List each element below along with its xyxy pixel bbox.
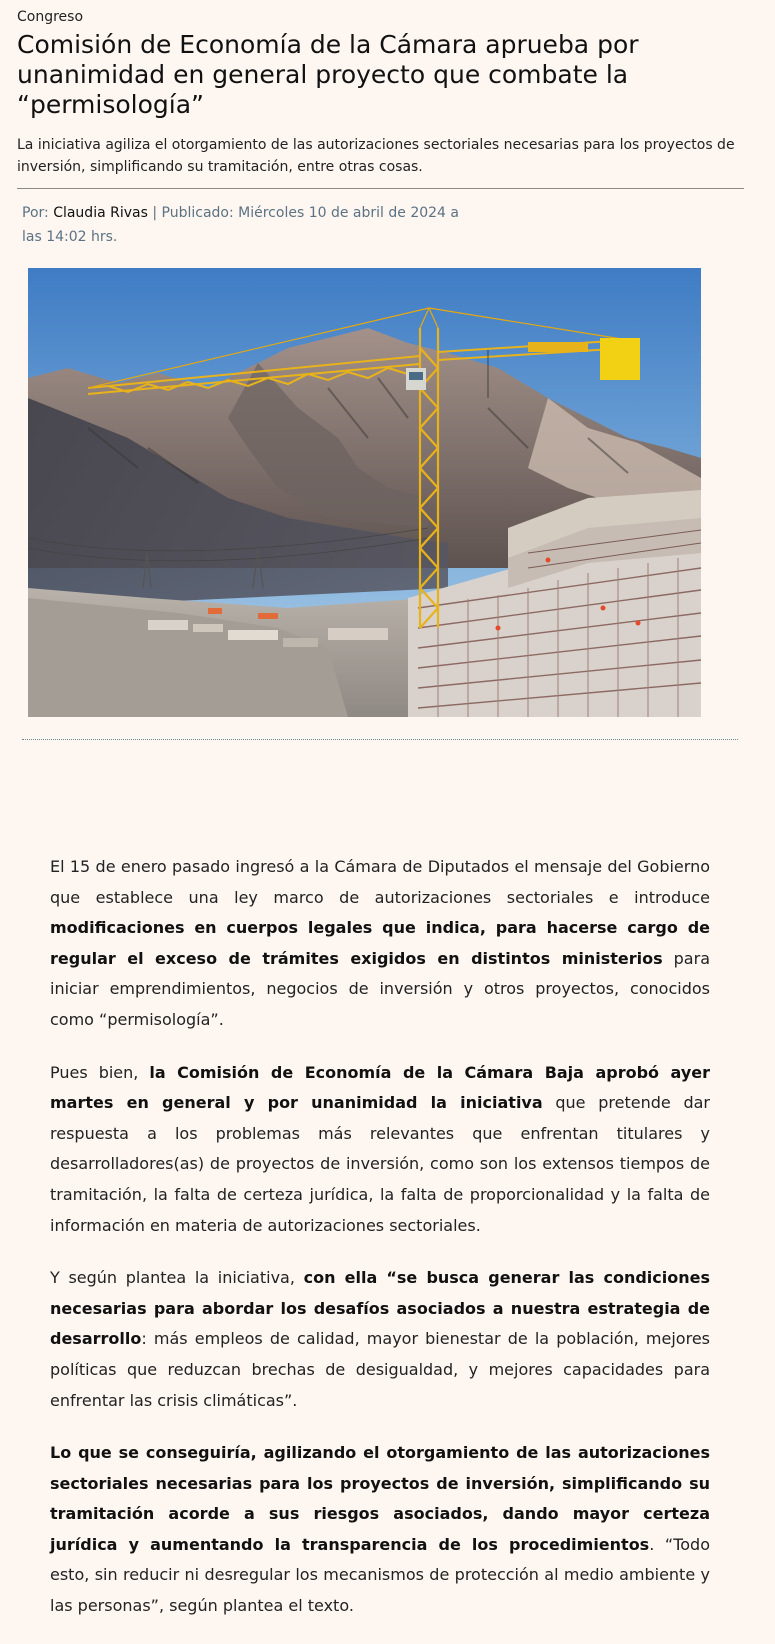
construction-crane-photo xyxy=(28,268,701,717)
paragraph-1 xyxy=(50,852,710,1036)
paragraph-3-text-a: Y según plantea la iniciativa, xyxy=(50,1268,304,1288)
paragraph-1-bold: modificaciones en cuerpos legales que indica, para hacerse cargo de regular el exceso de trámites exigidos en distintos ministerios xyxy=(50,918,710,968)
byline-published-label: Publicado: xyxy=(161,205,239,221)
article-title: Comisión de Economía de la Cámara aprueba por unanimidad en general proyecto que combate la “permisología” xyxy=(17,30,639,119)
byline-separator: | xyxy=(147,205,162,221)
paragraph-3 xyxy=(50,1263,710,1416)
paragraph-1-text-a: El 15 de enero pasado ingresó a la Cámara de Diputados el mensaje del Gobierno que establece una ley marco de autorizaciones sectoriales e introduce xyxy=(50,857,710,907)
paragraph-4 xyxy=(50,1438,710,1622)
paragraph-4-text-c: . “Todo esto, sin reducir ni desregular los mecanismos de protección al medio ambiente y las personas”, según plantea el texto. xyxy=(50,1534,710,1616)
image-divider xyxy=(22,739,738,740)
paragraph-4-bold: Lo que se conseguiría, agilizando el otorgamiento de las autorizaciones sectoriales necesarias para los proyectos de inversión, simplificando su tramitación acorde a sus riesgos asociados, dando mayor certeza jurídica y aumentando la transparencia de los procedimientos xyxy=(50,1443,710,1554)
article-subtitle: La iniciativa agiliza el otorgamiento de las autorizaciones sectoriales necesarias para los proyectos de inversión, simplificando su tramitación, entre otras cosas. xyxy=(17,137,735,175)
hero-image xyxy=(28,268,701,717)
byline-author[interactable]: Claudia Rivas xyxy=(53,205,148,221)
paragraph-1-text-c: para iniciar emprendimientos, negocios de inversión y otros proyectos, conocidos como “permisología”. xyxy=(50,948,710,1029)
header-divider xyxy=(17,188,744,189)
article-body xyxy=(50,852,710,1644)
paragraph-2 xyxy=(50,1058,710,1242)
paragraph-2-bold: la Comisión de Economía de la Cámara Baja aprobó ayer martes en general y por unanimidad la iniciativa xyxy=(50,1062,710,1113)
section-label[interactable]: Congreso xyxy=(17,9,84,25)
byline xyxy=(22,201,472,249)
paragraph-3-text-c: : más empleos de calidad, mayor bienestar de la población, mejores políticas que reduzcan brechas de desigualdad, y mejores capacidades para enfrentar las crisis climáticas”. xyxy=(50,1329,710,1410)
paragraph-2-text-a: Pues bien, xyxy=(50,1062,150,1082)
byline-date: Miércoles 10 de abril de 2024 a las 14:02 hrs. xyxy=(22,205,459,245)
byline-by-label: Por: xyxy=(22,205,54,221)
paragraph-3-bold: con ella “se busca generar las condiciones necesarias para abordar los desafíos asociados a nuestra estrategia de desarrollo xyxy=(50,1268,711,1349)
paragraph-2-text-c: que pretende dar respuesta a los problemas más relevantes que enfrentan titulares y desarrolladores(as) de proyectos de inversión, como son los extensos tiempos de tramitación, la falta de certeza jurídica, la falta de proporcionalidad y la falta de información en materia de autorizaciones sectoriales. xyxy=(50,1093,710,1235)
